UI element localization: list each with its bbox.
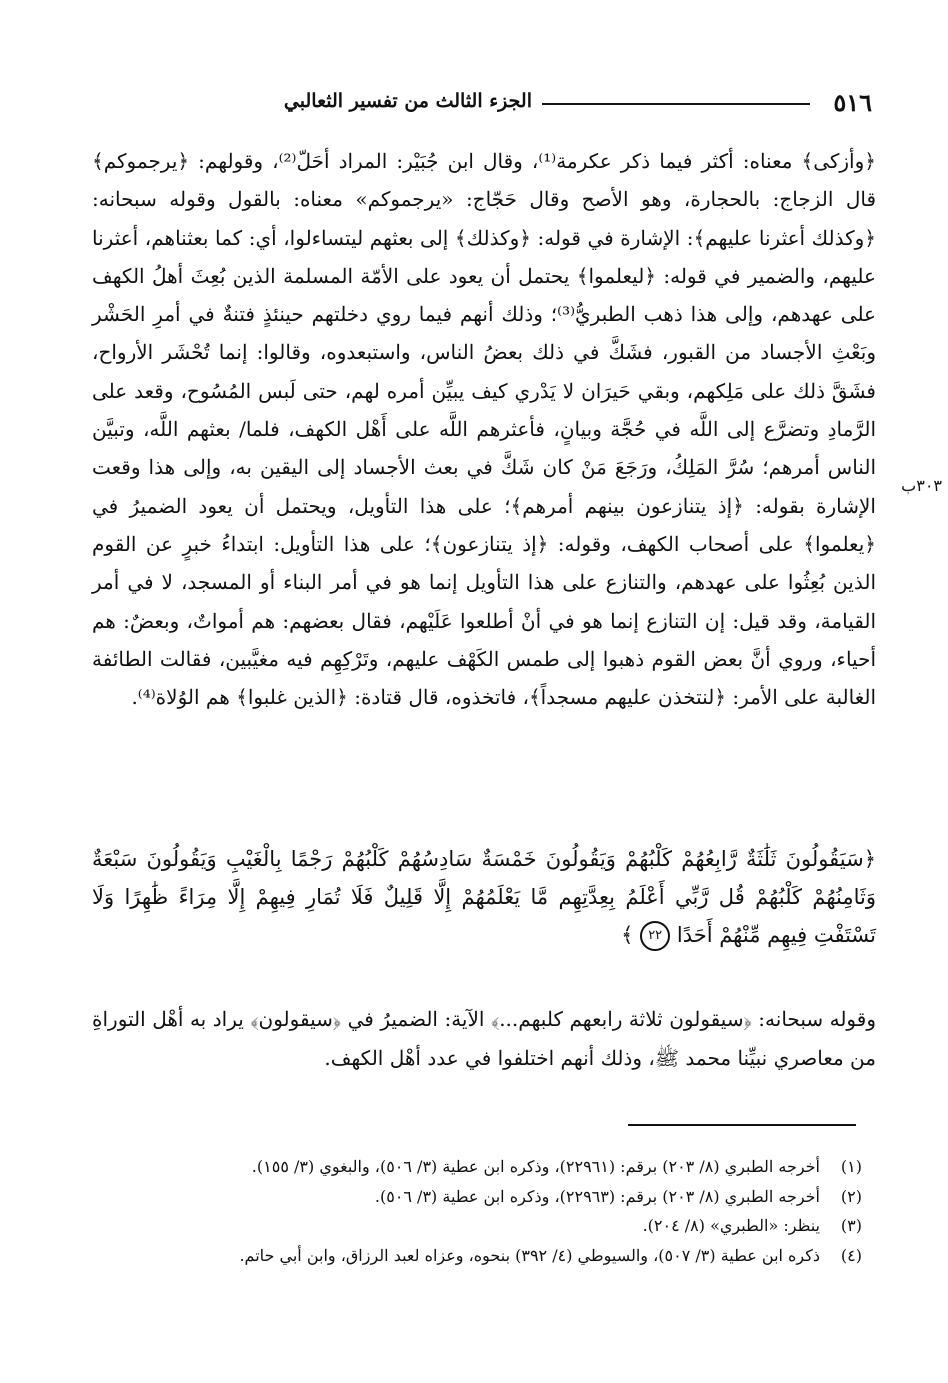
verse-close-bracket: ﴾: [621, 923, 634, 947]
footnote-number: (٤): [840, 1245, 862, 1265]
header-rule: [542, 103, 810, 105]
footnote-separator: [628, 1124, 856, 1126]
footnote-text: أخرجه الطبري (٨/ ٢٠٣) برقم: (٢٢٩٦٣)، وذكره ابن عطية (٣/ ٥٠٦).: [374, 1186, 820, 1206]
page-header: [92, 88, 872, 122]
footnote-text: ذكره ابن عطية (٣/ ٥٠٧)، والسيوطي (٤/ ٣٩٢) بنحوه، وعزاه لعبد الرزاق، وابن أبي حاتم.: [239, 1245, 820, 1265]
footnote-number: (٢): [840, 1186, 862, 1206]
footnote: [92, 1182, 862, 1212]
continuation-paragraph: وقوله سبحانه: ﴿سيقولون ثلاثة رابعهم كلبهم...﴾ الآية: الضميرُ في ﴿سيقولون﴾ يراد به أهْل التوراةِ من معاصري نبيِّنا محمد ﷺ، وذلك أنهم اختلفوا في عدد أهْل الكهف.: [92, 1007, 876, 1070]
footnote-text: أخرجه الطبري (٨/ ٢٠٣) برقم: (٢٢٩٦١)، وذكره ابن عطية (٣/ ٥٠٦)، والبغوي (٣/ ١٥٥).: [251, 1157, 820, 1176]
page-number: ٥١٦: [833, 88, 872, 117]
verse-text: ﴿سَيَقُولُونَ ثَلَٰثَةٌ رَّابِعُهُمْ كَلْبُهُمْ وَيَقُولُونَ خَمْسَةٌ سَادِسُهُمْ كَلْبُهُمْ رَجْمًا بِالْغَيْبِ وَيَقُولُونَ سَبْعَةٌ وَثَامِنُهُمْ كَلْبُهُمْ قُل رَّبِّي أَعْلَمُ بِعِدَّتِهِم مَّا يَعْلَمُهُمْ إِلَّا قَلِيلٌ فَلَا تُمَارِ فِيهِمْ إِلَّا مِرَاءً ظَٰهِرًا وَلَا تَسْتَفْتِ فِيهِم مِّنْهُمْ أَحَدًا: [92, 847, 876, 947]
footnotes: [92, 1152, 862, 1270]
footnote: [92, 1241, 862, 1271]
footnote-number: (٣): [840, 1216, 862, 1235]
quran-verse: [92, 840, 876, 954]
footnote-text: ينظر: «الطبري» (٨/ ٢٠٤).: [642, 1216, 820, 1235]
running-title: الجزء الثالث من تفسير الثعالبي: [283, 90, 532, 112]
footnote: [92, 1211, 862, 1241]
footnote: [92, 1152, 862, 1182]
manuscript-folio-marker: ٣٠٣ب: [901, 476, 942, 495]
ayah-number-badge: ٢٢: [640, 921, 670, 951]
footnote-number: (١): [840, 1157, 862, 1176]
commentary-paragraph: ﴿وأزكى﴾ معناه: أكثر فيما ذكر عكرمة⁽¹⁾، وقال ابن جُبَيْر: المراد أحَلّ⁽²⁾، وقولهم: ﴿يرجموكم﴾ قال الزجاج: بالحجارة، وهو الأصح وقال حَجّاج: «يرجموكم» معناه: بالقول وقوله سبحانه: ﴿وكذلك أعثرنا عليهم﴾: الإشارة في قوله: ﴿وكذلك﴾ إلى بعثهم ليتساءلوا، أي: كما بعثناهم، أعثرنا عليهم، والضمير في قوله: ﴿ليعلموا﴾ يحتمل أن يعود على الأمّة المسلمة الذين بُعِثَ أهلُ الكهف على عهدهم، وإلى هذا ذهب الطبريُّ⁽³⁾؛ وذلك أنهم فيما روي دخلتهم حينئذٍ فتنةٌ في أمرِ الحَشْر وبَعْثِ الأجساد من القبور، فشَكَّ في ذلك بعضُ الناس، واستبعدوه، وقالوا: إنما تُحْشَر الأرواح، فشَقَّ ذلك على مَلِكهم، وبقي حَيرَان لا يَدْري كيف يبيِّن أمره لهم، حتى لَبس المُسُوح، وقعد على الرَّمادِ وتضرَّع إلى اللَّه في حُجَّة وبيانٍ، فأعثرهم اللَّه على أَهْل الكهف، فلما/ بعثهم اللَّه، وتبيَّن الناس أمرهم؛ سُرَّ المَلِكُ، ورَجَعَ مَنْ كان شَكَّ في بعث الأجساد إلى اليقين به، وإلى هذا وقعت الإشارة بقوله: ﴿إذ يتنازعون بينهم أمرهم﴾؛ على هذا التأويل، ويحتمل أن يعود الضميرُ في ﴿يعلموا﴾ على أصحاب الكهف، وقوله: ﴿إذ يتنازعون﴾؛ على هذا التأويل: ابتداءُ خبرٍ عن القوم الذين بُعِثُوا على عهدهم، والتنازع على هذا التأويل إنما هو في أمر البناء أو المسجد، لا في أمر القيامة، وقد قيل: إن التنازع إنما هو في أنْ أطلعوا عَلَيْهم، فقال بعضهم: هم أمواتٌ، وبعضٌ: هم أحياء، وروي أنَّ بعض القوم ذهبوا إلى طمس الكَهْف عليهم، وتَرْكِهِم فيه مغيَّبين، فقالت الطائفة الغالبة على الأمر: ﴿لنتخذن عليهم مسجداً﴾، فاتخذوه، قال قتادة: ﴿الذين غلبوا﴾ هم الوُلاة⁽⁴⁾.: [92, 149, 877, 710]
commentary-text: [92, 142, 876, 716]
commentary-continuation: [92, 1000, 876, 1077]
